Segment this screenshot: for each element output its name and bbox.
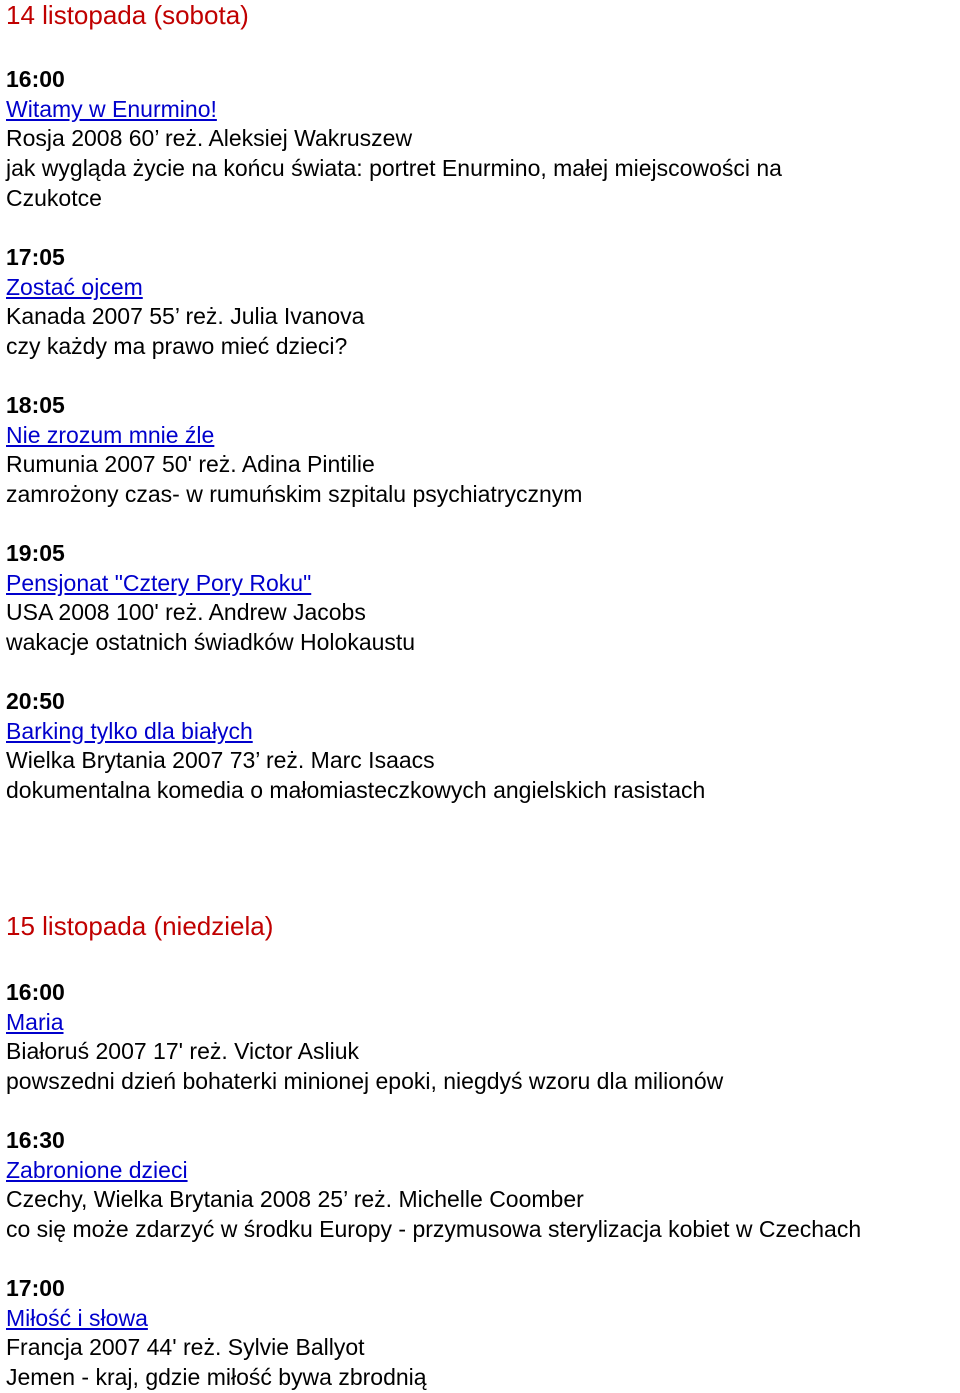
event-title-link[interactable]: Zabronione dzieci	[6, 1156, 188, 1183]
event-entry	[6, 391, 960, 510]
event-title-link[interactable]: Zostać ojcem	[6, 273, 143, 300]
event-description: wakacje ostatnich świadków Holokaustu	[6, 629, 416, 656]
event-title-link[interactable]: Miłość i słowa	[6, 1304, 148, 1331]
event-description: czy każdy ma prawo mieć dzieci?	[6, 333, 348, 360]
event-description: co się może zdarzyć w środku Europy - przymusowa sterylizacja kobiet w Czechach	[6, 1216, 862, 1243]
event-description: jak wygląda życie na końcu świata: portret Enurmino, małej miejscowości na	[6, 155, 782, 182]
event-info: Białoruś 2007 17' reż. Victor Asliuk	[6, 1038, 359, 1065]
event-info: Kanada 2007 55’ reż. Julia Ivanova	[6, 303, 365, 330]
event-description: zamrożony czas- w rumuńskim szpitalu psychiatrycznym	[6, 481, 583, 508]
event-description: Jemen - kraj, gdzie miłość bywa zbrodnią	[6, 1364, 427, 1391]
event-title-link[interactable]: Witamy w Enurmino!	[6, 95, 217, 122]
event-info: Rosja 2008 60’ reż. Aleksiej Wakruszew	[6, 125, 413, 152]
event-entry	[6, 243, 960, 362]
event-entry	[6, 65, 960, 214]
event-time: 16:00	[6, 979, 65, 1005]
event-time: 18:05	[6, 392, 65, 418]
event-time: 17:00	[6, 1275, 65, 1301]
event-time: 20:50	[6, 688, 65, 714]
event-description: dokumentalna komedia o małomiasteczkowych angielskich rasistach	[6, 777, 706, 804]
event-info: Francja 2007 44' reż. Sylvie Ballyot	[6, 1334, 365, 1361]
event-entry	[6, 1126, 960, 1245]
event-title-link[interactable]: Pensjonat "Cztery Pory Roku"	[6, 569, 312, 596]
event-info: Rumunia 2007 50' reż. Adina Pintilie	[6, 451, 375, 478]
event-title-link[interactable]: Nie zrozum mnie źle	[6, 421, 215, 448]
day-heading: 15 listopada (niedziela)	[6, 911, 274, 941]
event-entry	[6, 1274, 960, 1393]
event-time: 16:30	[6, 1127, 65, 1153]
event-time: 17:05	[6, 244, 65, 270]
event-title-link[interactable]: Maria	[6, 1008, 64, 1035]
event-entry	[6, 687, 960, 806]
event-title-link[interactable]: Barking tylko dla białych	[6, 717, 253, 744]
event-entry	[6, 539, 960, 658]
event-description: powszedni dzień bohaterki minionej epoki, niegdyś wzoru dla milionów	[6, 1068, 724, 1095]
event-info: Wielka Brytania 2007 73’ reż. Marc Isaacs	[6, 747, 435, 774]
event-time: 16:00	[6, 66, 65, 92]
day-heading: 14 listopada (sobota)	[6, 0, 249, 30]
event-info: Czechy, Wielka Brytania 2008 25’ reż. Michelle Coomber	[6, 1186, 584, 1213]
event-info: USA 2008 100' reż. Andrew Jacobs	[6, 599, 366, 626]
event-time: 19:05	[6, 540, 65, 566]
event-entry	[6, 978, 960, 1097]
event-description: Czukotce	[6, 184, 102, 211]
